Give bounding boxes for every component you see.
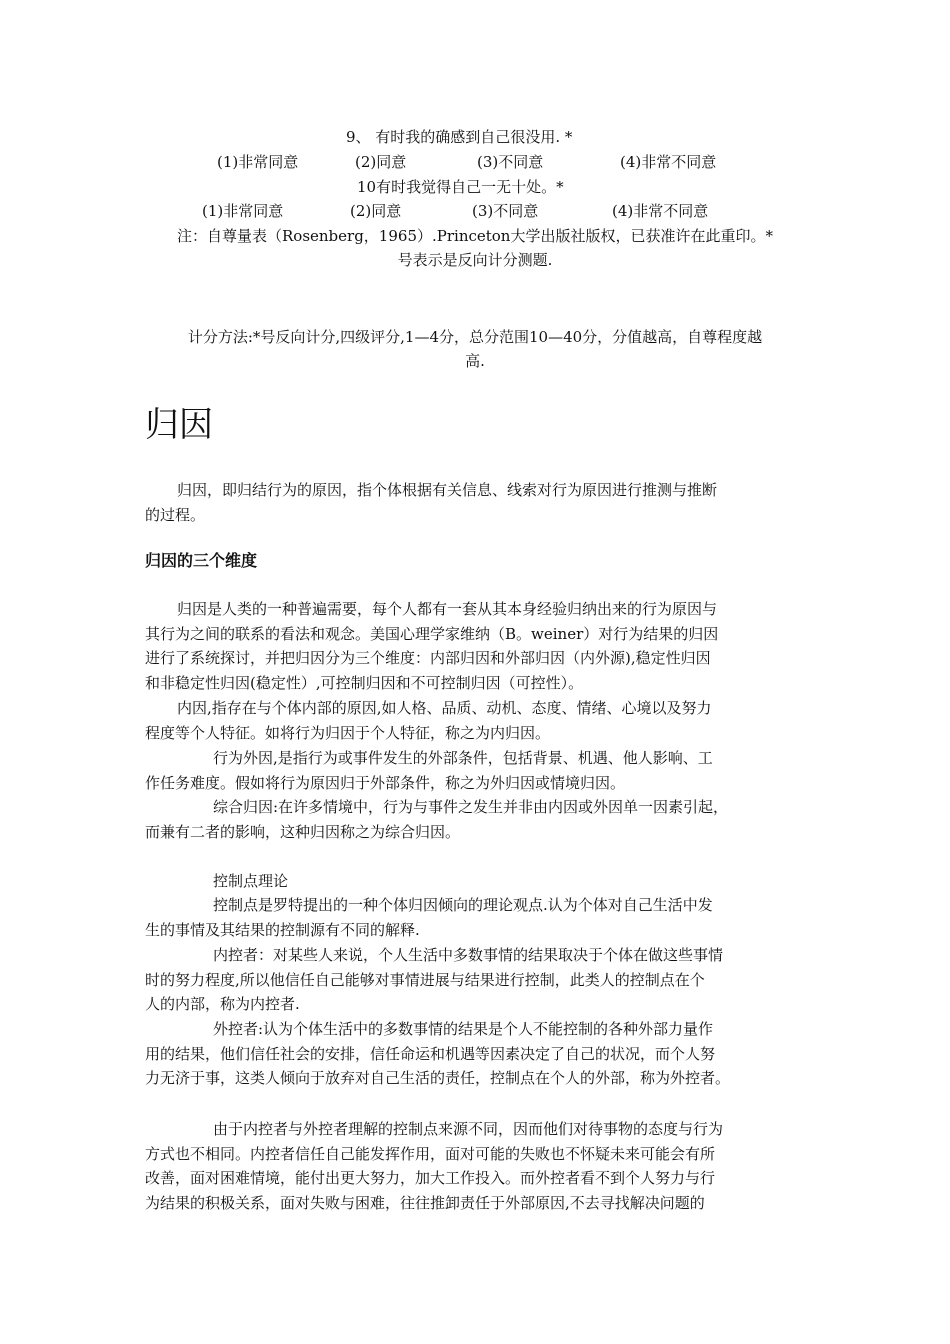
paragraph-line: 外控者:认为个体生活中的多数事情的结果是个人不能控制的各种外部力量作 (213, 1020, 714, 1038)
paragraph-combined-cause (145, 795, 815, 844)
paragraph-line: 内控者：对某些人来说，个人生活中多数事情的结果取决于个体在做这些事情 (213, 946, 724, 964)
paragraph-line: 综合归因:在许多情境中，行为与事件之发生并非由内因或外因单一因素引起， (213, 798, 729, 816)
option-strongly-disagree: (4)非常不同意 (612, 202, 709, 220)
paragraph-line: 方式也不相同。内控者信任自己能发挥作用，面对可能的失败也不怀疑未来可能会有所 (145, 1144, 716, 1163)
paragraph-comparison (145, 1117, 815, 1215)
paragraph-line: 的过程。 (145, 505, 206, 524)
option-strongly-agree: (1)非常同意 (217, 153, 299, 171)
paragraph-line: 生的事情及其结果的控制源有不同的解释. (145, 920, 420, 939)
question-9: 9、 有时我的确感到自己很没用. * (346, 128, 573, 146)
scoring-method-cont: 高. (465, 352, 485, 370)
option-strongly-disagree: (4)非常不同意 (620, 153, 717, 171)
scoring-method: 计分方法:*号反向计分,四级评分,1—4分，总分范围10—40分，分值越高，自尊程度越 (187, 328, 763, 346)
option-disagree: (3)不同意 (472, 202, 539, 220)
paragraph-externals (145, 1017, 815, 1091)
option-agree: (2)同意 (355, 153, 407, 171)
option-strongly-agree: (1)非常同意 (202, 202, 284, 220)
paragraph-line: 控制点理论 (213, 872, 289, 890)
paragraph-line: 归因，即归结行为的原因，指个体根据有关信息、线索对行为原因进行推测与推断 (177, 481, 718, 499)
scale-note: 注：自尊量表（Rosenberg，1965）.Princeton大学出版社版权，已获准许在此重印。* (177, 227, 773, 245)
paragraph-locus-of-control (145, 893, 815, 942)
paragraph-internals (145, 943, 815, 1017)
option-disagree: (3)不同意 (477, 153, 544, 171)
section-title: 归因 (145, 405, 213, 445)
scale-note-cont: 号表示是反向计分测题. (397, 251, 553, 269)
paragraph-line: 时的努力程度,所以他信任自己能够对事情进展与结果进行控制，此类人的控制点在个 (145, 970, 705, 989)
question-10: 10有时我觉得自己一无十处。* (357, 178, 564, 196)
paragraph-line: 其行为之间的联系的看法和观念。美国心理学家维纳（B。weiner）对行为结果的归因 (145, 624, 719, 643)
paragraph-line: 内因,指存在与个体内部的原因,如人格、品质、动机、态度、情绪、心境以及努力 (177, 699, 712, 717)
paragraph-line: 和非稳定性归因(稳定性）,可控制归因和不可控制归因（可控性）。 (145, 673, 584, 692)
paragraph-line: 归因是人类的一种普遍需要，每个人都有一套从其本身经验归纳出来的行为原因与 (177, 600, 718, 618)
paragraph-line: 作任务难度。假如将行为原因归于外部条件，称之为外归因或情境归因。 (145, 773, 626, 792)
paragraph-line: 用的结果，他们信任社会的安排，信任命运和机遇等因素决定了自己的状况，而个人努 (145, 1044, 716, 1063)
paragraph-line: 控制点是罗特提出的一种个体归因倾向的理论观点.认为个体对自己生活中发 (213, 896, 713, 914)
paragraph-external-cause (145, 746, 815, 795)
intro-paragraph (145, 478, 815, 527)
paragraph-line: 由于内控者与外控者理解的控制点来源不同，因而他们对待事物的态度与行为 (213, 1120, 724, 1138)
paragraph-line: 人的内部，称为内控者. (145, 995, 300, 1014)
section-subtitle: 归因的三个维度 (145, 551, 258, 570)
paragraph-line: 为结果的积极关系，面对失败与困难，往往推卸责任于外部原因,不去寻找解决问题的 (145, 1193, 705, 1212)
paragraph-attribution-needs (145, 597, 815, 695)
option-agree: (2)同意 (350, 202, 402, 220)
paragraph-line: 力无济于事，这类人倾向于放弃对自己生活的责任，控制点在个人的外部，称为外控者。 (145, 1069, 731, 1088)
paragraph-line: 改善，面对困难情境，能付出更大努力，加大工作投入。而外控者看不到个人努力与行 (145, 1169, 716, 1188)
paragraph-internal-cause (145, 696, 815, 745)
locus-of-control-heading (145, 869, 815, 894)
paragraph-line: 进行了系统探讨，并把归因分为三个维度：内部归因和外部归因（内外源),稳定性归因 (145, 649, 711, 668)
paragraph-line: 而兼有二者的影响，这种归因称之为综合归因。 (145, 822, 461, 841)
paragraph-line: 程度等个人特征。如将行为归因于个人特征，称之为内归因。 (145, 723, 551, 742)
paragraph-line: 行为外因,是指行为或事件发生的外部条件，包括背景、机遇、他人影响、工 (213, 749, 713, 767)
